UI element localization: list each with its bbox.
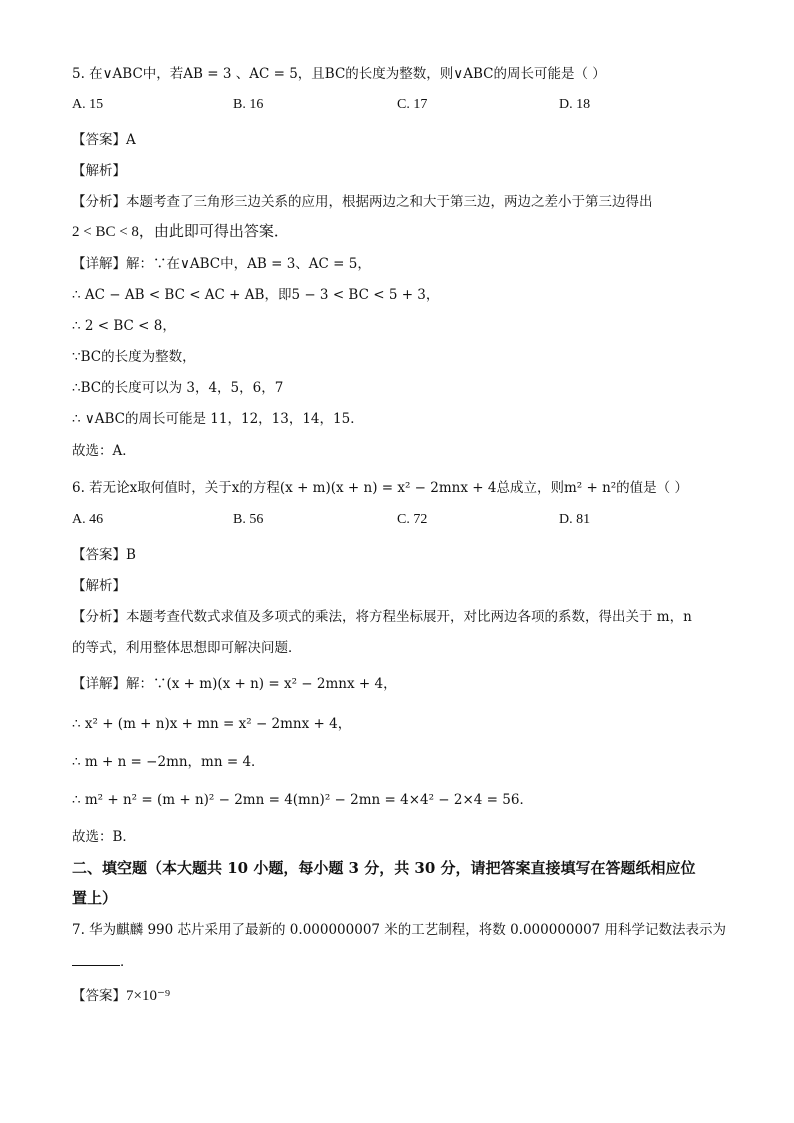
- q5-analysis-1: 【分析】本题考查了三角形三边关系的应用，根据两边之和大于第三边，两边之差小于第三边得出: [72, 194, 653, 210]
- q6-analysis-label: 【解析】: [72, 578, 126, 594]
- q5-detail-2: ∴ AC − AB < BC < AC + AB，即5 − 3 < BC < 5 + 3，: [72, 287, 440, 303]
- q6-detail-1: 【详解】解：∵(x + m)(x + n) = x² − 2mnx + 4，: [72, 676, 397, 692]
- section-2-title-line-1: 二、填空题（本大题共 10 小题，每小题 3 分，共 30 分，请把答案直接填写在答题纸相应位: [72, 859, 696, 877]
- q7-stem-end: ．: [120, 954, 134, 970]
- q6-option-b: B. 56: [233, 512, 264, 527]
- section-2-title-line-2: 置上）: [72, 889, 118, 907]
- q6-choice: 故选：B．: [72, 829, 136, 845]
- q7-blank-line: [72, 952, 134, 972]
- q7-stem: 7. 华为麒麟 990 芯片采用了最新的 0.000000007 米的工艺制程，将数 0.000000007 用科学记数法表示为: [72, 922, 727, 938]
- q5-option-a: A. 15: [72, 97, 104, 112]
- q6-stem: 6. 若无论x取何值时，关于x的方程(x + m)(x + n) = x² − 2mnx + 4总成立，则m² + n²的值是（ ）: [72, 480, 688, 496]
- q7-answer-value: 7×10⁻⁹: [126, 988, 171, 1004]
- q7-answer: [72, 986, 170, 1006]
- q6-option-a: A. 46: [72, 512, 104, 527]
- q5-detail-6: ∴ ∨ABC的周长可能是 11，12，13，14，15．: [72, 411, 364, 427]
- q5-detail-4: ∵BC的长度为整数，: [72, 349, 196, 365]
- q5-detail-1: 【详解】解：∵在∨ABC中，AB = 3、AC = 5，: [72, 256, 371, 272]
- q6-detail-4: ∴ m² + n² = (m + n)² − 2mn = 4(mn)² − 2mn = 4×4² − 2×4 = 56．: [72, 792, 533, 808]
- q5-option-d: D. 18: [559, 97, 591, 112]
- q5-stem: 5. 在∨ABC中，若AB = 3 、AC = 5，且BC的长度为整数，则∨ABC的周长可能是（ ）: [72, 66, 606, 82]
- q5-choice: 故选：A．: [72, 443, 136, 459]
- q5-detail-3: ∴ 2 < BC < 8，: [72, 318, 176, 334]
- q6-option-d: D. 81: [559, 512, 591, 527]
- q6-analysis-1: 【分析】本题考查代数式求值及多项式的乘法，将方程坐标展开，对比两边各项的系数，得出关于 m，n: [72, 609, 692, 625]
- q5-option-c: C. 17: [397, 97, 428, 112]
- q5-analysis-label: 【解析】: [72, 163, 126, 179]
- q6-detail-3: ∴ m + n = −2mn，mn = 4．: [72, 754, 265, 770]
- answer-blank: [72, 953, 120, 966]
- q7-answer-label: 【答案】: [72, 988, 126, 1004]
- q5-option-b: B. 16: [233, 97, 264, 112]
- q5-detail-5: ∴BC的长度可以为 3，4，5，6，7: [72, 380, 284, 396]
- q6-detail-2: ∴ x² + (m + n)x + mn = x² − 2mnx + 4，: [72, 716, 352, 732]
- q6-analysis-2: 的等式，利用整体思想即可解决问题．: [72, 640, 302, 656]
- q6-answer: 【答案】B: [72, 547, 136, 563]
- q5-answer: 【答案】A: [72, 132, 136, 148]
- q5-analysis-2: 2 < BC < 8，由此即可得出答案．: [72, 224, 289, 240]
- q6-option-c: C. 72: [397, 512, 428, 527]
